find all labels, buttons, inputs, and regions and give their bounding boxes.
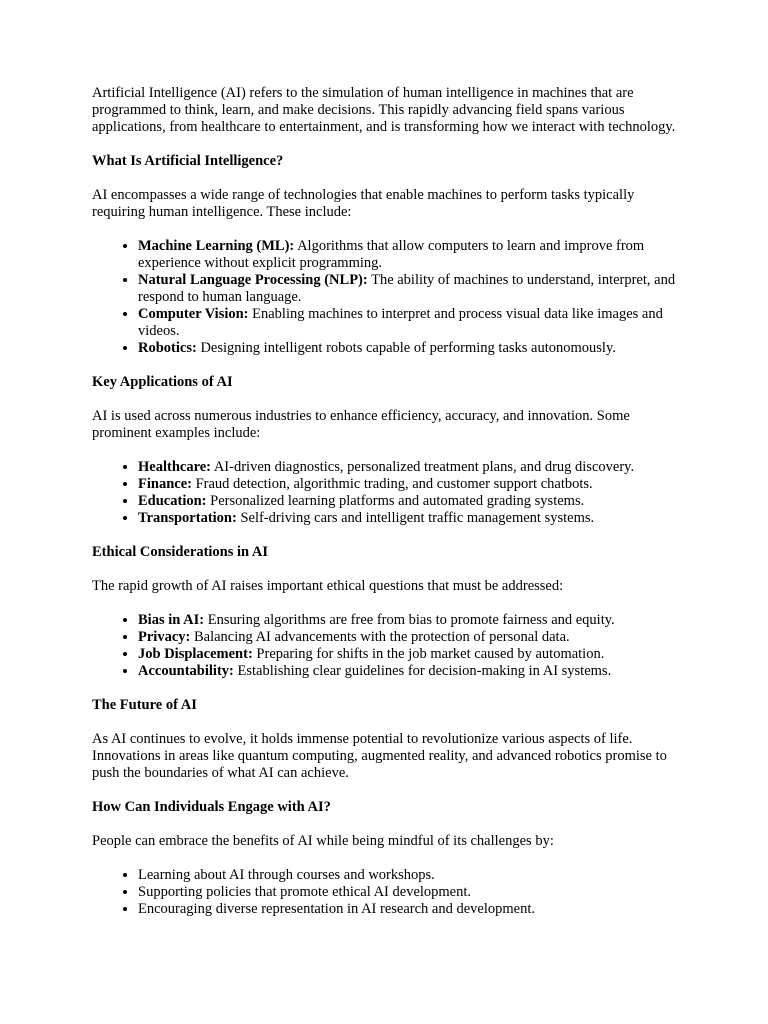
- section-heading-future-of-ai: The Future of AI: [92, 697, 197, 713]
- list-item: [138, 884, 680, 901]
- list-item-term: Job Displacement:: [138, 646, 253, 662]
- list-item: [138, 238, 680, 272]
- list-item-text: Balancing AI advancements with the protection of personal data.: [190, 629, 570, 645]
- list-item-term: Robotics:: [138, 340, 197, 356]
- list-item-text: Designing intelligent robots capable of performing tasks autonomously.: [196, 340, 616, 356]
- list-item: [138, 901, 680, 918]
- list-item-text: Enabling machines to interpret and process visual data like images and videos.: [138, 306, 663, 339]
- list-item-text: Self-driving cars and intelligent traffic management systems.: [236, 510, 595, 526]
- list-item-text: Learning about AI through courses and workshops.: [138, 867, 435, 883]
- list-item-term: Education:: [138, 493, 207, 509]
- list-item: [138, 867, 680, 884]
- list-item-text: Fraud detection, algorithmic trading, and customer support chatbots.: [191, 476, 593, 492]
- list-item: [138, 612, 680, 629]
- section-paragraph-key-applications: AI is used across numerous industries to enhance efficiency, accuracy, and innovation. Some prominent examples include:: [92, 408, 630, 441]
- list-item: [138, 306, 680, 340]
- list-item-text: Ensuring algorithms are free from bias to promote fairness and equity.: [204, 612, 615, 628]
- section-heading-key-applications: Key Applications of AI: [92, 374, 233, 390]
- section-paragraph-ethical-considerations: The rapid growth of AI raises important ethical questions that must be addressed:: [92, 578, 564, 594]
- section-paragraph-future-of-ai: As AI continues to evolve, it holds immense potential to revolutionize various aspects of life. Innovations in areas like quantum computing, augmented reality, and advanced robotics promise to push the boundaries of what AI can achieve.: [92, 731, 667, 781]
- list-item: [138, 476, 680, 493]
- list-item: [138, 629, 680, 646]
- list-item-text: Encouraging diverse representation in AI research and development.: [138, 901, 535, 917]
- list-item: [138, 340, 680, 357]
- list-item-text: Supporting policies that promote ethical AI development.: [138, 884, 472, 900]
- list-item: [138, 272, 680, 306]
- list-item: [138, 493, 680, 510]
- bullet-list-engagement: [92, 867, 680, 918]
- list-item-term: Privacy:: [138, 629, 191, 645]
- list-item-term: Machine Learning (ML):: [138, 238, 295, 254]
- list-item-term: Finance:: [138, 476, 192, 492]
- bullet-list-ethics: [92, 612, 680, 680]
- section-heading-ethical-considerations: Ethical Considerations in AI: [92, 544, 269, 560]
- list-item: [138, 646, 680, 663]
- list-item-text: AI-driven diagnostics, personalized treatment plans, and drug discovery.: [211, 459, 635, 475]
- bullet-list-ai-technologies: [92, 238, 680, 357]
- section-heading-individuals-engage: How Can Individuals Engage with AI?: [92, 799, 331, 815]
- list-item-term: Bias in AI:: [138, 612, 205, 628]
- intro-paragraph: Artificial Intelligence (AI) refers to the simulation of human intelligence in machines that are programmed to think, learn, and make decisions. This rapidly advancing field spans various applications, from healthcare to entertainment, and is transforming how we interact with technology.: [92, 85, 676, 135]
- list-item-term: Accountability:: [138, 663, 234, 679]
- list-item-text: Algorithms that allow computers to learn and improve from experience without explicit programming.: [138, 238, 645, 271]
- list-item-term: Natural Language Processing (NLP):: [138, 272, 368, 288]
- list-item: [138, 459, 680, 476]
- list-item-term: Healthcare:: [138, 459, 212, 475]
- section-paragraph-individuals-engage: People can embrace the benefits of AI while being mindful of its challenges by:: [92, 833, 554, 849]
- list-item-text: Establishing clear guidelines for decision-making in AI systems.: [233, 663, 612, 679]
- bullet-list-applications: [92, 459, 680, 527]
- list-item: [138, 510, 680, 527]
- section-paragraph-what-is-ai: AI encompasses a wide range of technologies that enable machines to perform tasks typically requiring human intelligence. These include:: [92, 187, 635, 220]
- list-item-text: Personalized learning platforms and automated grading systems.: [206, 493, 585, 509]
- list-item-text: Preparing for shifts in the job market caused by automation.: [252, 646, 605, 662]
- section-heading-what-is-ai: What Is Artificial Intelligence?: [92, 153, 284, 169]
- list-item-term: Computer Vision:: [138, 306, 249, 322]
- list-item: [138, 663, 680, 680]
- list-item-term: Transportation:: [138, 510, 237, 526]
- list-item-text: The ability of machines to understand, interpret, and respond to human language.: [138, 272, 676, 305]
